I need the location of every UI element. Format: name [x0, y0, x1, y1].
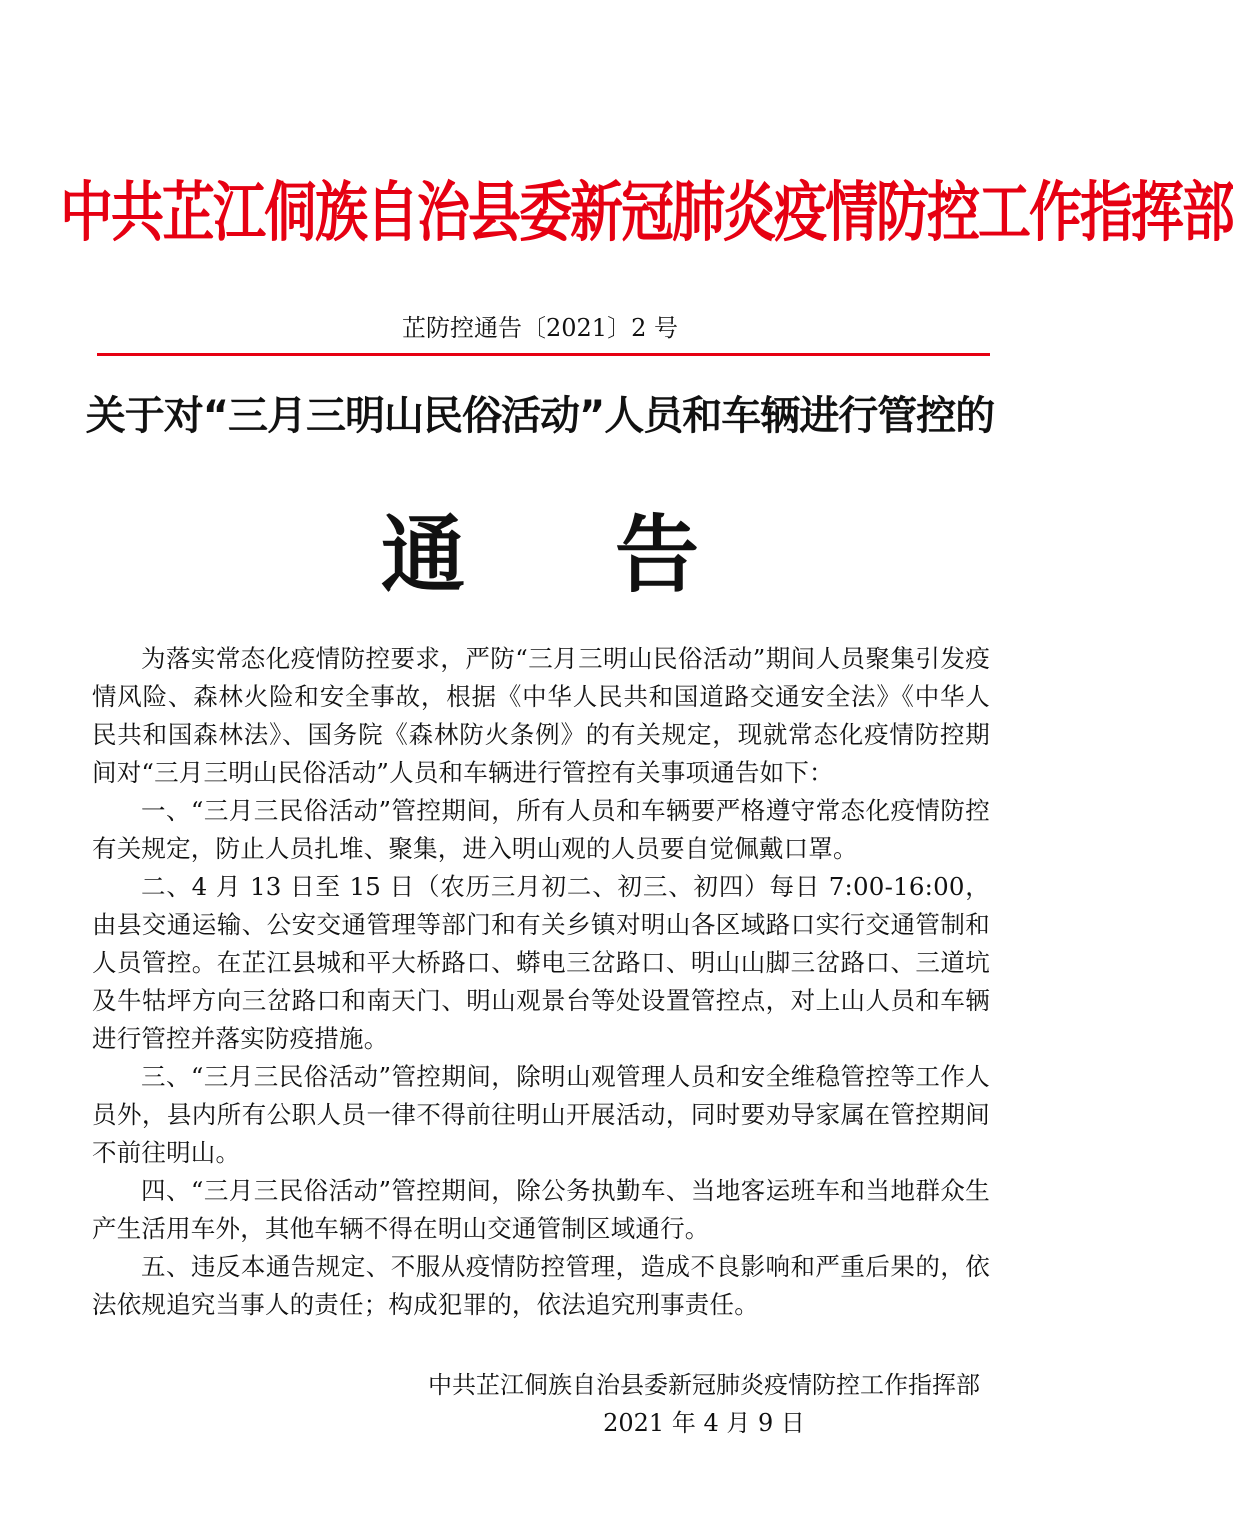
- issuing-org-header: 中共芷江侗族自治县委新冠肺炎疫情防控工作指挥部: [60, 176, 1233, 251]
- body-paragraph-intro: 为落实常态化疫情防控要求，严防“三月三明山民俗活动”期间人员聚集引发疫情风险、森林火险和安全事故，根据《中华人民共和国道路交通安全法》《中华人民共和国森林法》、国务院《森林防火条例》的有关规定，现就常态化疫情防控期间对“三月三明山民俗活动”人员和车辆进行管控有关事项通告如下：: [92, 644, 990, 787]
- body-paragraph-item-4: 四、“三月三民俗活动”管控期间，除公务执勤车、当地客运班车和当地群众生产生活用车外，其他车辆不得在明山交通管制区域通行。: [92, 1176, 990, 1243]
- notice-body: [92, 640, 990, 1324]
- body-paragraph-item-1: 一、“三月三民俗活动”管控期间，所有人员和车辆要严格遵守常态化疫情防控有关规定，防止人员扎堆、聚集，进入明山观的人员要自觉佩戴口罩。: [92, 796, 990, 863]
- document-number: 芷防控通告〔2021〕2 号: [402, 314, 678, 342]
- signature-org: 中共芷江侗族自治县委新冠肺炎疫情防控工作指挥部: [428, 1371, 980, 1399]
- body-paragraph-item-3: 三、“三月三民俗活动”管控期间，除明山观管理人员和安全维稳管控等工作人员外，县内所有公职人员一律不得前往明山开展活动，同时要劝导家属在管控期间不前往明山。: [92, 1062, 990, 1167]
- signature-date: 2021 年 4 月 9 日: [603, 1409, 805, 1437]
- signature-block: [428, 1366, 980, 1442]
- red-divider-line: [97, 353, 990, 356]
- notice-heading-char-1: 通: [380, 505, 465, 604]
- body-paragraph-item-2: 二、4 月 13 日至 15 日（农历三月初二、初三、初四）每日 7:00-16:00，由县交通运输、公安交通管理等部门和有关乡镇对明山各区域路口实行交通管制和人员管控。在芷江县城和平大桥路口、蟒电三岔路口、明山山脚三岔路口、三道坑及牛牯坪方向三岔路口和南天门、明山观景台等处设置管控点，对上山人员和车辆进行管控并落实防疫措施。: [92, 872, 990, 1053]
- notice-heading: [0, 500, 1080, 610]
- notice-title: 关于对“三月三明山民俗活动”人员和车辆进行管控的: [85, 393, 995, 439]
- notice-heading-char-2: 告: [615, 505, 700, 604]
- body-paragraph-item-5: 五、违反本通告规定、不服从疫情防控管理，造成不良影响和严重后果的，依法依规追究当事人的责任；构成犯罪的，依法追究刑事责任。: [92, 1252, 990, 1319]
